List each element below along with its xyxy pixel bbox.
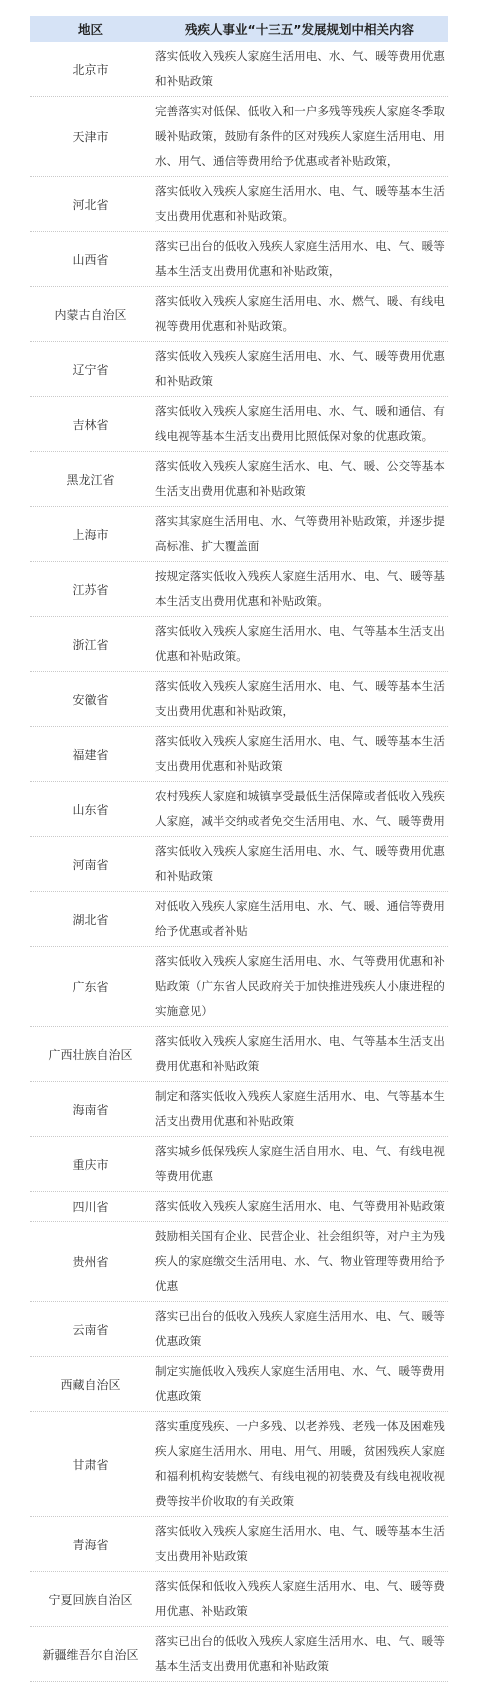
policy-content-cell: 落实低收入残疾人家庭生活用水、电、气等费用补贴政策 <box>155 1199 445 1213</box>
policy-content-cell: 鼓励相关国有企业、民营企业、社会组织等，对户主为残疾人的家庭缴交生活用电、水、气、物业管理等费用给予优惠 <box>155 1229 445 1293</box>
region-cell: 广西壮族自治区 <box>48 1047 133 1062</box>
table-row <box>30 452 448 507</box>
table-row <box>30 1222 448 1302</box>
policy-content-cell: 落实低收入残疾人家庭生活水、电、气、暖、公交等基本生活支出费用优惠和补贴政策 <box>155 459 445 498</box>
policy-content-cell: 落实低收入残疾人家庭生活用水、电、气、暖等基本生活支出费用优惠和补贴政策 <box>155 734 445 773</box>
policy-content-cell: 落实城乡低保残疾人家庭生活自用水、电、气、有线电视等费用优惠 <box>155 1144 445 1183</box>
policy-content-cell: 落实其家庭生活用电、水、气等费用补贴政策，并逐步提高标准、扩大覆盖面 <box>155 514 445 553</box>
table-row <box>30 287 448 342</box>
region-cell: 重庆市 <box>72 1157 109 1172</box>
table-row <box>30 947 448 1027</box>
region-cell: 浙江省 <box>72 637 109 652</box>
table-row <box>30 782 448 837</box>
region-cell: 四川省 <box>72 1200 109 1214</box>
region-cell: 广东省 <box>72 980 109 994</box>
region-cell: 安徽省 <box>72 692 109 707</box>
policy-content-cell: 落实低收入残疾人家庭生活用电、水、气、暖等费用优惠和补贴政策 <box>155 49 445 88</box>
table-row <box>30 507 448 562</box>
table-row <box>30 177 448 232</box>
policy-content-cell: 落实低收入残疾人家庭生活用电、水、气、暖等费用优惠和补贴政策 <box>155 349 445 388</box>
table-row <box>30 1357 448 1412</box>
table-row <box>30 837 448 892</box>
table-row <box>30 1192 448 1222</box>
region-cell: 北京市 <box>72 62 109 77</box>
policy-content-cell: 完善落实对低保、低收入和一户多残等残疾人家庭冬季取暖补贴政策，鼓励有条件的区对残疾人家庭生活用电、用水、用气、通信等费用给予优惠或者补贴政策， <box>155 104 445 168</box>
policy-content-cell: 落实低收入残疾人家庭生活用电、水、气、暖和通信、有线电视等基本生活支出费用比照低保对象的优惠政策。 <box>155 404 445 443</box>
region-cell: 云南省 <box>72 1322 109 1337</box>
table-body <box>30 42 448 1682</box>
policy-table <box>30 16 448 1682</box>
policy-content-cell: 落实已出台的低收入残疾人家庭生活用水、电、气、暖等基本生活支出费用优惠和补贴政策 <box>155 1634 445 1673</box>
policy-content-cell: 落实低收入残疾人家庭生活用水、电、气等基本生活支出费用优惠和补贴政策 <box>155 1034 445 1073</box>
region-cell: 海南省 <box>72 1102 109 1117</box>
region-cell: 内蒙古自治区 <box>54 307 127 322</box>
region-cell: 新疆维吾尔自治区 <box>42 1647 139 1662</box>
table-row <box>30 342 448 397</box>
table-row <box>30 1627 448 1682</box>
table-header <box>30 16 448 42</box>
region-cell: 江苏省 <box>72 582 109 597</box>
policy-content-cell: 落实低收入残疾人家庭生活用电、水、燃气、暖、有线电视等费用优惠和补贴政策。 <box>155 294 445 333</box>
region-cell: 黑龙江省 <box>66 472 115 487</box>
region-cell: 河北省 <box>72 197 109 212</box>
region-cell: 西藏自治区 <box>60 1377 121 1392</box>
region-cell: 福建省 <box>72 747 109 762</box>
table-row <box>30 42 448 97</box>
table-row <box>30 1517 448 1572</box>
policy-content-cell: 落实已出台的低收入残疾人家庭生活用水、电、气、暖等优惠政策 <box>155 1309 445 1348</box>
region-cell: 宁夏回族自治区 <box>48 1592 133 1607</box>
policy-content-cell: 落实低收入残疾人家庭生活用水、电、气等基本生活支出优惠和补贴政策。 <box>155 624 445 663</box>
table-row <box>30 97 448 177</box>
region-cell: 山东省 <box>72 802 109 817</box>
policy-content-cell: 对低收入残疾人家庭生活用电、水、气、暖、通信等费用给予优惠或者补贴 <box>155 899 445 938</box>
header-region: 地区 <box>77 22 103 37</box>
region-cell: 山西省 <box>72 252 109 267</box>
policy-content-cell: 落实低保和低收入残疾人家庭生活用水、电、气、暖等费用优惠、补贴政策 <box>155 1579 445 1618</box>
policy-content-cell: 落实低收入残疾人家庭生活用水、电、气、暖等基本生活支出费用优惠和补贴政策， <box>155 679 445 718</box>
policy-content-cell: 农村残疾人家庭和城镇享受最低生活保障或者低收入残疾人家庭，减半交纳或者免交生活用电、水、气、暖等费用 <box>155 789 445 828</box>
policy-content-cell: 按规定落实低收入残疾人家庭生活用水、电、气、暖等基本生活支出费用优惠和补贴政策。 <box>155 569 445 608</box>
region-cell: 河南省 <box>72 857 109 872</box>
policy-content-cell: 落实低收入残疾人家庭生活用电、水、气等费用优惠和补贴政策（广东省人民政府关于加快推进残疾人小康进程的实施意见） <box>155 954 445 1018</box>
header-content: 残疾人事业“十三五”发展规划中相关内容 <box>185 22 414 37</box>
table-row <box>30 1302 448 1357</box>
policy-content-cell: 落实重度残疾、一户多残、以老养残、老残一体及困难残疾人家庭生活用水、用电、用气、用暖，贫困残疾人家庭和福利机构安装燃气、有线电视的初装费及有线电视收视费等按半价收取的有关政策 <box>155 1419 445 1508</box>
policy-content-cell: 落实低收入残疾人家庭生活用水、电、气、暖等基本生活支出费用补贴政策 <box>155 1524 445 1563</box>
table-row <box>30 672 448 727</box>
region-cell: 吉林省 <box>72 417 109 432</box>
table-row <box>30 617 448 672</box>
region-cell: 湖北省 <box>72 912 109 927</box>
region-cell: 青海省 <box>72 1537 109 1552</box>
table-row <box>30 1027 448 1082</box>
table-row <box>30 727 448 782</box>
table-row <box>30 232 448 287</box>
region-cell: 甘肃省 <box>72 1457 109 1472</box>
table-row <box>30 1137 448 1192</box>
region-cell: 上海市 <box>72 527 109 542</box>
table-row <box>30 1572 448 1627</box>
region-cell: 贵州省 <box>72 1255 109 1269</box>
table-row <box>30 397 448 452</box>
policy-content-cell: 制定实施低收入残疾人家庭生活用电、水、气、暖等费用优惠政策 <box>155 1364 445 1403</box>
table-row <box>30 892 448 947</box>
policy-content-cell: 制定和落实低收入残疾人家庭生活用水、电、气等基本生活支出费用优惠和补贴政策 <box>155 1089 445 1128</box>
table-row <box>30 1412 448 1517</box>
table-row <box>30 562 448 617</box>
policy-content-cell: 落实低收入残疾人家庭生活用电、水、气、暖等费用优惠和补贴政策 <box>155 844 445 883</box>
region-cell: 辽宁省 <box>72 362 109 377</box>
region-cell: 天津市 <box>72 130 109 144</box>
table-row <box>30 1082 448 1137</box>
policy-content-cell: 落实已出台的低收入残疾人家庭生活用水、电、气、暖等基本生活支出费用优惠和补贴政策， <box>155 239 445 278</box>
policy-content-cell: 落实低收入残疾人家庭生活用水、电、气、暖等基本生活支出费用优惠和补贴政策。 <box>155 184 445 223</box>
